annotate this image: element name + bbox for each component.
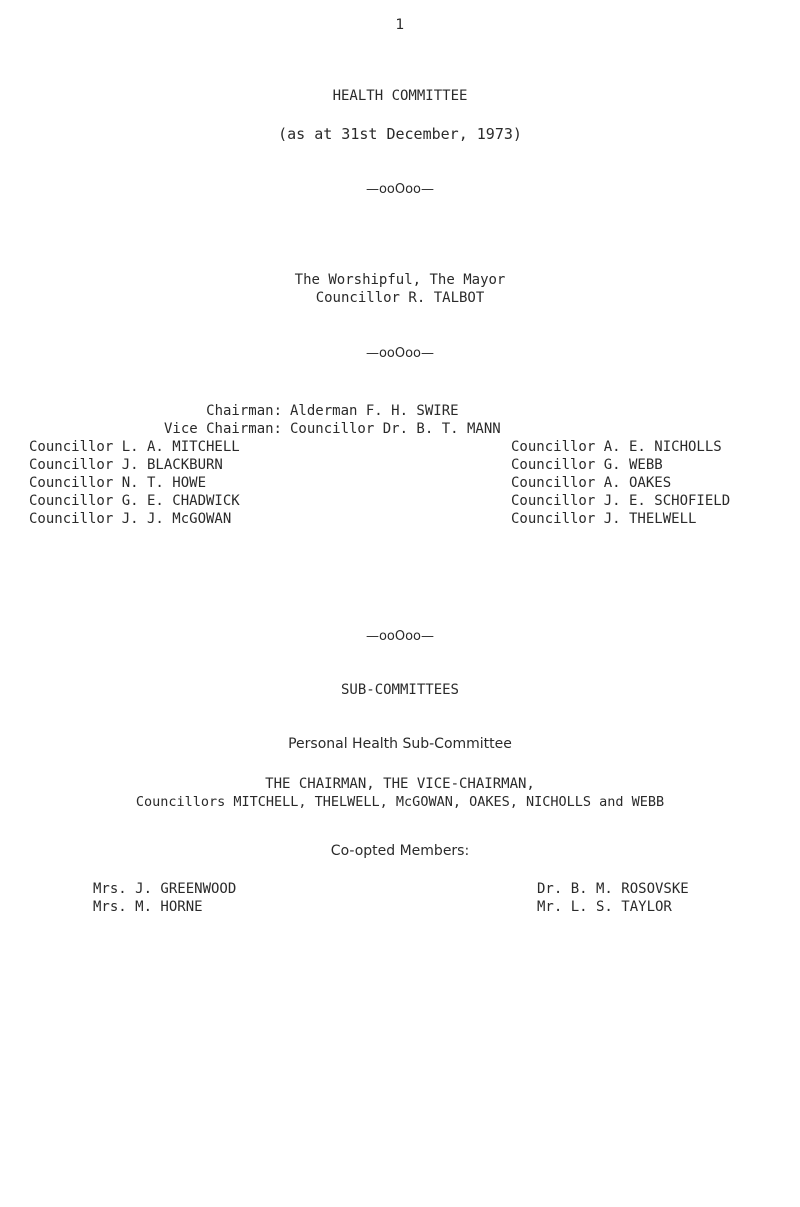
councillor-right-5: Councillor J. THELWELL [511, 511, 697, 527]
co-opted-heading: Co-opted Members: [330, 843, 470, 859]
document-title: HEALTH COMMITTEE [332, 88, 468, 104]
separator-3: —ooOoo— [365, 629, 435, 644]
councillor-right-4: Councillor J. E. SCHOFIELD [511, 493, 731, 509]
councillor-left-3: Councillor N. T. HOWE [29, 475, 207, 491]
councillor-right-1: Councillor A. E. NICHOLLS [511, 439, 722, 455]
councillor-right-2: Councillor G. WEBB [511, 457, 663, 473]
co-opted-left-2: Mrs. M. HORNE [93, 899, 203, 915]
sub-committee-members-line-2: Councillors MITCHELL, THELWELL, McGOWAN, OAKES, NICHOLLS and WEBB [135, 794, 665, 810]
councillor-left-2: Councillor J. BLACKBURN [29, 457, 223, 473]
sub-committees-heading: SUB-COMMITTEES [340, 682, 459, 698]
sub-committee-members-line-1: THE CHAIRMAN, THE VICE-CHAIRMAN, [265, 776, 535, 792]
chairman-name: Alderman F. H. SWIRE [290, 403, 459, 419]
co-opted-right-1: Dr. B. M. ROSOVSKE [537, 881, 689, 897]
councillor-left-5: Councillor J. J. McGOWAN [29, 511, 232, 527]
co-opted-left-1: Mrs. J. GREENWOOD [93, 881, 237, 897]
separator-2: —ooOoo— [365, 346, 435, 361]
co-opted-right-2: Mr. L. S. TAYLOR [537, 899, 672, 915]
chairman-label: Chairman: [206, 403, 282, 419]
vice-chairman-label: Vice Chairman: [163, 421, 282, 437]
mayor-line-2: Councillor R. TALBOT [315, 290, 485, 306]
councillor-right-3: Councillor A. OAKES [511, 475, 672, 491]
page-number: 1 [395, 17, 405, 33]
councillor-left-1: Councillor L. A. MITCHELL [29, 439, 240, 455]
separator-1: —ooOoo— [365, 182, 435, 197]
sub-committee-name: Personal Health Sub-Committee [288, 736, 512, 752]
document-subtitle: (as at 31st December, 1973) [278, 125, 522, 143]
vice-chairman-name: Councillor Dr. B. T. MANN [290, 421, 501, 437]
councillor-left-4: Councillor G. E. CHADWICK [29, 493, 240, 509]
mayor-line-1: The Worshipful, The Mayor [294, 272, 506, 288]
